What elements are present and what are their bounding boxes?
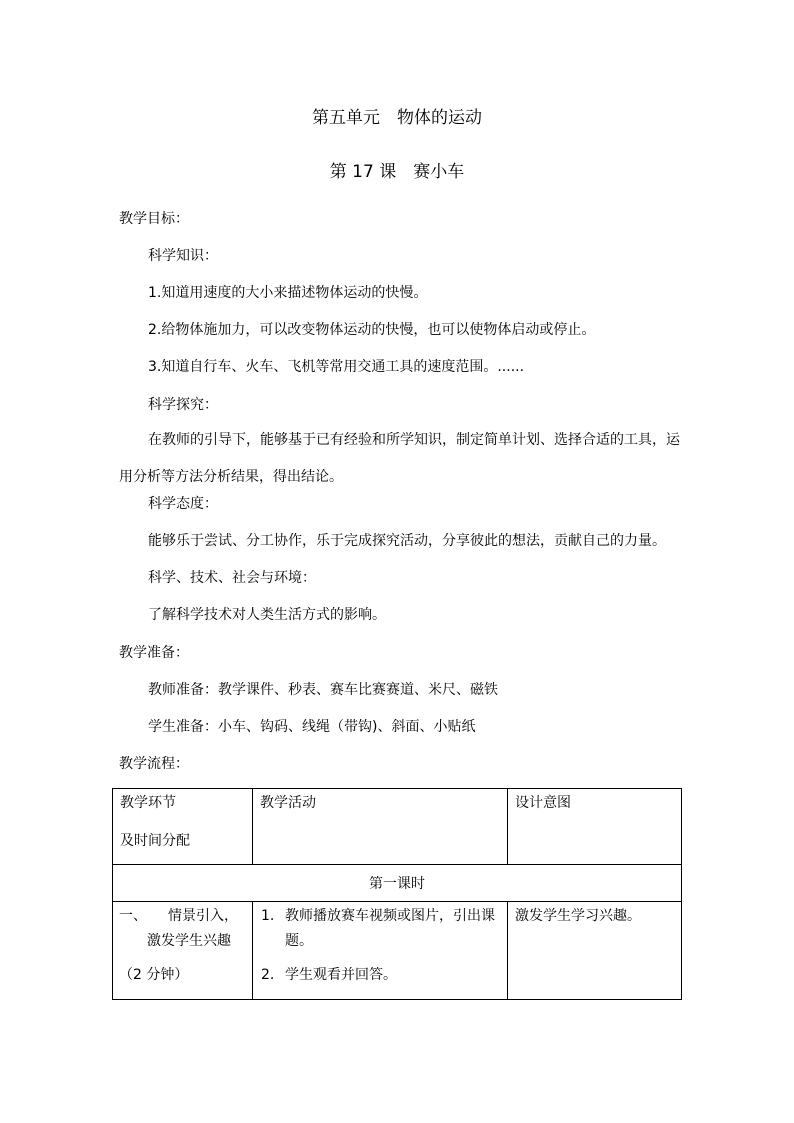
table-header-row	[113, 789, 682, 865]
activity-item-1-text: 教师播放赛车视频或图片，引出课	[285, 908, 495, 924]
teaching-process-table	[112, 788, 682, 1000]
header-intent: 设计意图	[515, 795, 571, 811]
intent-cell	[508, 902, 682, 1000]
header-intent-cell	[508, 789, 682, 865]
unit-title: 第五单元 物体的运动	[312, 108, 482, 128]
activity-item-2-text: 学生观看并回答。	[285, 967, 397, 983]
stage-cell	[113, 902, 253, 1000]
knowledge-item-1: 1.知道用速度的大小来描述物体运动的快慢。	[148, 285, 428, 301]
knowledge-item-3: 3.知道自行车、火车、飞机等常用交通工具的速度范围。......	[148, 359, 525, 375]
stse-text: 了解科学技术对人类生活方式的影响。	[148, 607, 386, 623]
lesson-title: 第 17 课 赛小车	[329, 162, 465, 182]
inquiry-label: 科学探究：	[148, 397, 218, 413]
attitude-text: 能够乐于尝试、分工协作，乐于完成探究活动，分享彼此的想法，贡献自己的力量。	[148, 533, 666, 549]
stage-time: （2 分钟）	[119, 967, 189, 983]
activity-item-1	[261, 906, 507, 926]
header-stage-line1: 教学环节	[120, 795, 176, 811]
header-stage-cell	[113, 789, 253, 865]
inquiry-text: 在教师的引导下，能够基于已有经验和所学知识，制定简单计划、选择合适的工具，运用分析等方法分析结果，得出结论。	[119, 432, 680, 485]
knowledge-item-2: 2.给物体施加力，可以改变物体运动的快慢，也可以使物体启动或停止。	[148, 322, 596, 338]
header-activity-cell	[253, 789, 508, 865]
section-row	[113, 865, 682, 902]
stage-line2: 激发学生兴趣	[147, 933, 231, 949]
table-row	[113, 902, 682, 1000]
stage-line1: 一、 情景引入，	[119, 908, 238, 924]
activity-item-2	[261, 965, 507, 985]
preparation-heading: 教学准备：	[119, 645, 189, 661]
knowledge-label: 科学知识：	[148, 248, 218, 264]
attitude-label: 科学态度：	[148, 496, 218, 512]
header-stage-line2: 及时间分配	[120, 833, 190, 849]
section-row-label: 第一课时	[369, 876, 425, 892]
activity-cell	[253, 902, 508, 1000]
objectives-heading: 教学目标：	[119, 211, 189, 227]
process-heading: 教学流程：	[119, 756, 189, 772]
section-row-cell	[113, 865, 682, 902]
stse-label: 科学、技术、社会与环境：	[148, 570, 316, 586]
activity-item-1-number: 1.	[261, 908, 275, 924]
teacher-preparation: 教师准备：教学课件、秒表、赛车比赛赛道、米尺、磁铁	[148, 682, 498, 698]
student-preparation: 学生准备：小车、钩码、线绳（带钩)、斜面、小贴纸	[148, 719, 476, 735]
activity-item-1-continued: 题。	[285, 933, 313, 949]
activity-item-2-number: 2.	[261, 967, 275, 983]
header-activity: 教学活动	[260, 795, 316, 811]
intent-text: 激发学生学习兴趣。	[515, 908, 641, 924]
